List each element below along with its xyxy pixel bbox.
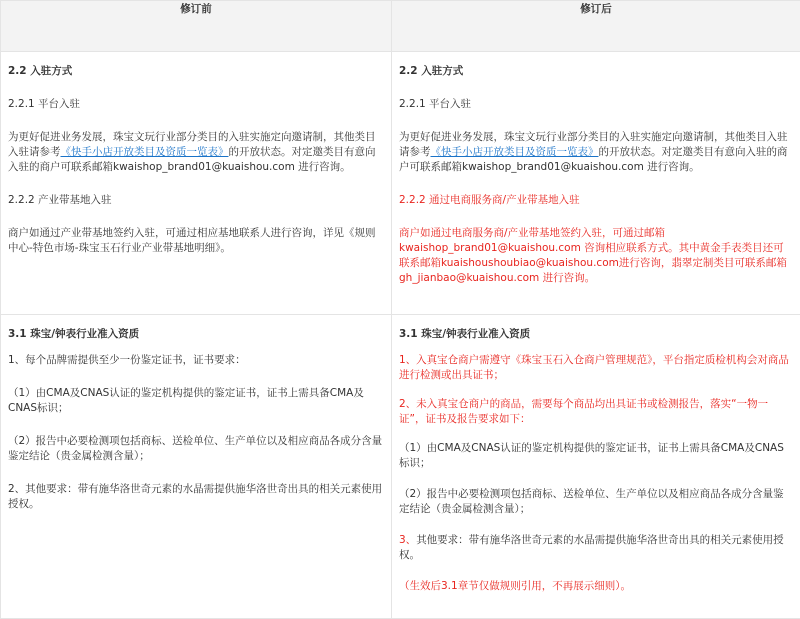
section-2-2-before-cell — [1, 52, 392, 315]
header-row — [1, 1, 800, 52]
section-title: 3.1 珠宝/钟表行业准入资质 — [8, 327, 384, 342]
section-title: 3.1 珠宝/钟表行业准入资质 — [399, 327, 793, 342]
subsection-title: 2.2.1 平台入驻 — [8, 97, 384, 112]
column-header-before: 修订前 — [1, 1, 392, 52]
requirement-item: （1）由CMA及CNAS认证的鉴定机构提供的鉴定证书，证书上需具备CMA及CNAS标识； — [8, 386, 384, 416]
requirement-item: （2）报告中必要检测项包括商标、送检单位、生产单位以及相应商品各成分含量鉴定结论（贵金属检测含量）； — [8, 434, 384, 464]
category-list-link[interactable]: 《快手小店开放类目及资质一览表》 — [61, 146, 229, 158]
section-title: 2.2 入驻方式 — [8, 64, 384, 79]
requirement-item: 1、每个品牌需提供至少一份鉴定证书，证书要求： — [8, 353, 384, 368]
paragraph — [399, 130, 793, 175]
item-number-revised: 3、 — [399, 534, 416, 546]
paragraph-text: 的开放状态。对定邀类目有意向入驻的商户可联系邮箱kwaishop_brand01@kuaishou.com 进行咨询。 — [8, 146, 376, 173]
section-2-2-row — [1, 52, 800, 315]
subsection-title: 2.2.1 平台入驻 — [399, 97, 793, 112]
requirement-item: （1）由CMA及CNAS认证的鉴定机构提供的鉴定证书，证书上需具备CMA及CNAS标识； — [399, 441, 793, 471]
effective-note: （生效后3.1章节仅做规则引用，不再展示细则）。 — [399, 579, 793, 594]
requirement-item-revised: 2、未入真宝仓商户的商品，需要每个商品均出具证书或检测报告，落实“一物一证”，证书及报告要求如下： — [399, 397, 793, 427]
requirement-item: （2）报告中必要检测项包括商标、送检单位、生产单位以及相应商品各成分含量鉴定结论（贵金属检测含量）； — [399, 487, 793, 517]
requirement-item — [399, 533, 793, 563]
section-title: 2.2 入驻方式 — [399, 64, 793, 79]
subsection-title: 2.2.2 产业带基地入驻 — [8, 193, 384, 208]
paragraph — [8, 130, 384, 175]
column-header-after: 修订后 — [392, 1, 800, 52]
paragraph: 商户如通过产业带基地签约入驻，可通过相应基地联系人进行咨询，详见《规则中心-特色市场-珠宝玉石行业产业带基地明细》。 — [8, 226, 384, 256]
paragraph-revised: 商户如通过电商服务商/产业带基地签约入驻，可通过邮箱kwaishop_brand01@kuaishou.com 咨询相应联系方式。其中黄金手表类目还可联系邮箱kuaishoushoubiao@kuaishou.com进行咨询，翡翠定制类目可联系邮箱gh_jianbao@kuaishou.com 进行咨询。 — [399, 226, 793, 286]
section-2-2-after-cell — [392, 52, 800, 315]
requirement-item: 2、其他要求：带有施华洛世奇元素的水晶需提供施华洛世奇出具的相关元素使用授权。 — [8, 482, 384, 512]
subsection-title-revised: 2.2.2 通过电商服务商/产业带基地入驻 — [399, 193, 793, 208]
paragraph-text: 为更好促进业务发展，珠宝文玩行业部分类目的入驻实施定向邀请制，其他类目入驻请参考 — [399, 131, 788, 158]
paragraph-text: 的开放状态。对定邀类目有意向入驻的商户可联系邮箱kwaishop_brand01@kuaishou.com 进行咨询。 — [399, 146, 788, 173]
section-3-1-before-cell — [1, 315, 392, 619]
paragraph-text: 为更好促进业务发展，珠宝文玩行业部分类目的入驻实施定向邀请制，其他类目入驻请参考 — [8, 131, 376, 158]
requirement-item-revised: 1、入真宝仓商户需遵守《珠宝玉石入仓商户管理规范》，平台指定质检机构会对商品进行检测或出具证书； — [399, 353, 793, 383]
item-text: 其他要求：带有施华洛世奇元素的水晶需提供施华洛世奇出具的相关元素使用授权。 — [399, 534, 784, 561]
category-list-link[interactable]: 《快手小店开放类目及资质一览表》 — [431, 146, 599, 158]
section-3-1-row — [1, 315, 800, 619]
section-3-1-after-cell — [392, 315, 800, 619]
